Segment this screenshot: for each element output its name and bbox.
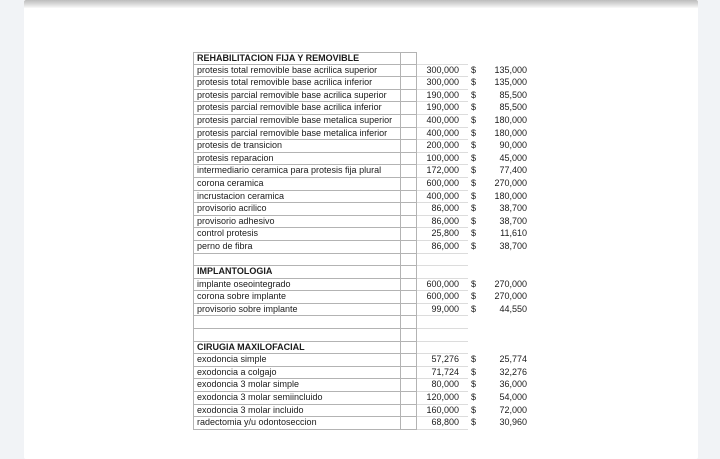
currency-cell: $ [471, 228, 477, 239]
section-header-row [193, 266, 528, 279]
price-cell: 68,800 [417, 417, 468, 430]
service-name-cell: exodoncia simple [193, 354, 401, 367]
service-name-cell: provisorio adhesivo [193, 216, 401, 229]
service-name-cell: incrustacion ceramica [193, 191, 401, 204]
spacer-cell [401, 191, 417, 204]
price-cell: 400,000 [417, 128, 468, 141]
spacer-cell [401, 392, 417, 405]
price-cell: 400,000 [417, 191, 468, 204]
service-name-cell: implante oseointegrado [193, 279, 401, 292]
currency-cell: $ [471, 165, 477, 176]
price-row [193, 228, 528, 241]
currency-cell: $ [471, 127, 477, 138]
price-cell: 25,800 [417, 228, 468, 241]
service-name-cell: protesis parcial removible base acrilica inferior [193, 102, 401, 115]
spacer-cell [401, 203, 417, 216]
value-cell: 77,400 [499, 165, 527, 176]
price-row [193, 405, 528, 418]
service-name-cell: radectomia y/u odontoseccion [193, 417, 401, 430]
currency-cell: $ [471, 392, 477, 403]
value-cell: 85,500 [499, 102, 527, 113]
price-row [193, 77, 528, 90]
currency-cell: $ [471, 278, 477, 289]
price-cell: 86,000 [417, 216, 468, 229]
currency-cell: $ [471, 177, 477, 188]
value-cell: 54,000 [499, 392, 527, 403]
price-row [193, 153, 528, 166]
blank-row [193, 316, 528, 329]
spacer-cell [401, 178, 417, 191]
service-name-cell: exodoncia 3 molar incluido [193, 405, 401, 418]
price-row [193, 367, 528, 380]
spacer-cell [401, 304, 417, 317]
service-name-cell: control protesis [193, 228, 401, 241]
price-row [193, 90, 528, 103]
spacer-cell [401, 102, 417, 115]
price-cell: 86,000 [417, 241, 468, 254]
service-name-cell [193, 254, 401, 267]
currency-cell: $ [471, 77, 477, 88]
price-cell: 120,000 [417, 392, 468, 405]
currency-cell: $ [471, 354, 477, 365]
currency-cell: $ [471, 140, 477, 151]
spacer-cell [401, 417, 417, 430]
spacer-cell [401, 316, 417, 329]
service-name-cell: protesis total removible base acrilica superior [193, 65, 401, 78]
value-cell: 36,000 [499, 379, 527, 390]
spacer-cell [401, 52, 417, 65]
value-cell: 30,960 [499, 417, 527, 428]
price-cell [417, 342, 468, 355]
service-name-cell: provisorio acrilico [193, 203, 401, 216]
price-cell: 160,000 [417, 405, 468, 418]
price-cell: 600,000 [417, 178, 468, 191]
spacer-cell [401, 128, 417, 141]
currency-cell: $ [471, 203, 477, 214]
service-name-cell: exodoncia a colgajo [193, 367, 401, 380]
service-name-cell: protesis reparacion [193, 153, 401, 166]
price-row [193, 65, 528, 78]
value-cell [482, 316, 528, 329]
currency-cell: $ [471, 240, 477, 251]
price-row [193, 128, 528, 141]
price-row [193, 304, 528, 317]
price-row [193, 379, 528, 392]
price-cell: 300,000 [417, 77, 468, 90]
price-row [193, 241, 528, 254]
value-cell [482, 266, 528, 279]
spacer-cell [401, 140, 417, 153]
currency-cell: $ [471, 190, 477, 201]
price-row [193, 203, 528, 216]
price-cell: 80,000 [417, 379, 468, 392]
spacer-cell [401, 241, 417, 254]
currency-cell: $ [471, 379, 477, 390]
spacer-cell [401, 153, 417, 166]
currency-cell: $ [471, 303, 477, 314]
blank-row [193, 329, 528, 342]
blank-row [193, 254, 528, 267]
spacer-cell [401, 279, 417, 292]
price-row [193, 178, 528, 191]
currency-cell [468, 316, 482, 329]
value-cell: 44,550 [499, 303, 527, 314]
currency-cell: $ [471, 366, 477, 377]
currency-cell: $ [471, 417, 477, 428]
price-row [193, 291, 528, 304]
service-name-cell: exodoncia 3 molar simple [193, 379, 401, 392]
price-cell: 190,000 [417, 90, 468, 103]
service-name-cell [193, 316, 401, 329]
price-cell: 400,000 [417, 115, 468, 128]
currency-cell: $ [471, 102, 477, 113]
value-cell: 25,774 [499, 354, 527, 365]
price-cell: 100,000 [417, 153, 468, 166]
service-name-cell: protesis total removible base acrilica inferior [193, 77, 401, 90]
price-row [193, 392, 528, 405]
section-title: IMPLANTOLOGIA [193, 266, 401, 279]
price-cell: 71,724 [417, 367, 468, 380]
value-cell: 85,500 [499, 89, 527, 100]
price-cell: 200,000 [417, 140, 468, 153]
spacer-cell [401, 90, 417, 103]
value-cell: 270,000 [494, 291, 527, 302]
price-cell: 300,000 [417, 65, 468, 78]
spacer-cell [401, 216, 417, 229]
currency-cell [468, 254, 482, 267]
spacer-cell [401, 329, 417, 342]
value-cell: 180,000 [494, 190, 527, 201]
price-cell: 86,000 [417, 203, 468, 216]
service-name-cell: provisorio sobre implante [193, 304, 401, 317]
price-table [193, 52, 528, 430]
currency-cell [468, 329, 482, 342]
price-row [193, 140, 528, 153]
value-cell: 38,700 [499, 203, 527, 214]
price-cell [417, 316, 468, 329]
value-cell: 72,000 [499, 404, 527, 415]
price-cell [417, 329, 468, 342]
section-header-row [193, 52, 528, 65]
service-name-cell: protesis parcial removible base metalica superior [193, 115, 401, 128]
price-cell [417, 254, 468, 267]
value-cell: 90,000 [499, 140, 527, 151]
price-cell: 172,000 [417, 165, 468, 178]
service-name-cell: protesis parcial removible base acrilica superior [193, 90, 401, 103]
price-row [193, 417, 528, 430]
price-cell [417, 266, 468, 279]
service-name-cell: corona ceramica [193, 178, 401, 191]
service-name-cell: protesis parcial removible base metalica inferior [193, 128, 401, 141]
value-cell: 180,000 [494, 127, 527, 138]
page-top-edge [24, 0, 698, 8]
value-cell [482, 254, 528, 267]
value-cell: 38,700 [499, 215, 527, 226]
service-name-cell [193, 329, 401, 342]
price-cell: 99,000 [417, 304, 468, 317]
currency-cell: $ [471, 215, 477, 226]
price-row [193, 216, 528, 229]
value-cell: 135,000 [494, 77, 527, 88]
currency-cell: $ [471, 64, 477, 75]
price-row [193, 191, 528, 204]
currency-cell: $ [471, 404, 477, 415]
service-name-cell: protesis de transicion [193, 140, 401, 153]
value-cell [482, 52, 528, 65]
currency-cell: $ [471, 89, 477, 100]
spacer-cell [401, 342, 417, 355]
service-name-cell: perno de fibra [193, 241, 401, 254]
spacer-cell [401, 228, 417, 241]
service-name-cell: intermediario ceramica para protesis fija plural [193, 165, 401, 178]
price-row [193, 279, 528, 292]
value-cell: 11,610 [500, 228, 527, 239]
currency-cell: $ [471, 291, 477, 302]
currency-cell: $ [471, 152, 477, 163]
value-cell [482, 342, 528, 355]
value-cell: 45,000 [499, 152, 527, 163]
spacer-cell [401, 354, 417, 367]
spacer-cell [401, 379, 417, 392]
value-cell: 32,276 [499, 366, 527, 377]
price-row [193, 115, 528, 128]
spacer-cell [401, 291, 417, 304]
spacer-cell [401, 77, 417, 90]
price-cell: 600,000 [417, 279, 468, 292]
section-title: REHABILITACION FIJA Y REMOVIBLE [193, 52, 401, 65]
price-cell: 57,276 [417, 354, 468, 367]
spacer-cell [401, 367, 417, 380]
value-cell: 180,000 [494, 114, 527, 125]
section-title: CIRUGIA MAXILOFACIAL [193, 342, 401, 355]
service-name-cell: exodoncia 3 molar semiincluido [193, 392, 401, 405]
spacer-cell [401, 266, 417, 279]
value-cell: 135,000 [494, 64, 527, 75]
price-row [193, 165, 528, 178]
price-cell [417, 52, 468, 65]
value-cell: 270,000 [494, 177, 527, 188]
spacer-cell [401, 405, 417, 418]
spacer-cell [401, 254, 417, 267]
currency-cell [468, 342, 482, 355]
value-cell [482, 329, 528, 342]
section-header-row [193, 342, 528, 355]
price-row [193, 354, 528, 367]
spacer-cell [401, 115, 417, 128]
value-cell: 38,700 [499, 240, 527, 251]
service-name-cell: corona sobre implante [193, 291, 401, 304]
price-row [193, 102, 528, 115]
currency-cell [468, 266, 482, 279]
currency-cell [468, 52, 482, 65]
spacer-cell [401, 165, 417, 178]
currency-cell: $ [471, 114, 477, 125]
spacer-cell [401, 65, 417, 78]
price-cell: 190,000 [417, 102, 468, 115]
value-cell: 270,000 [494, 278, 527, 289]
price-cell: 600,000 [417, 291, 468, 304]
